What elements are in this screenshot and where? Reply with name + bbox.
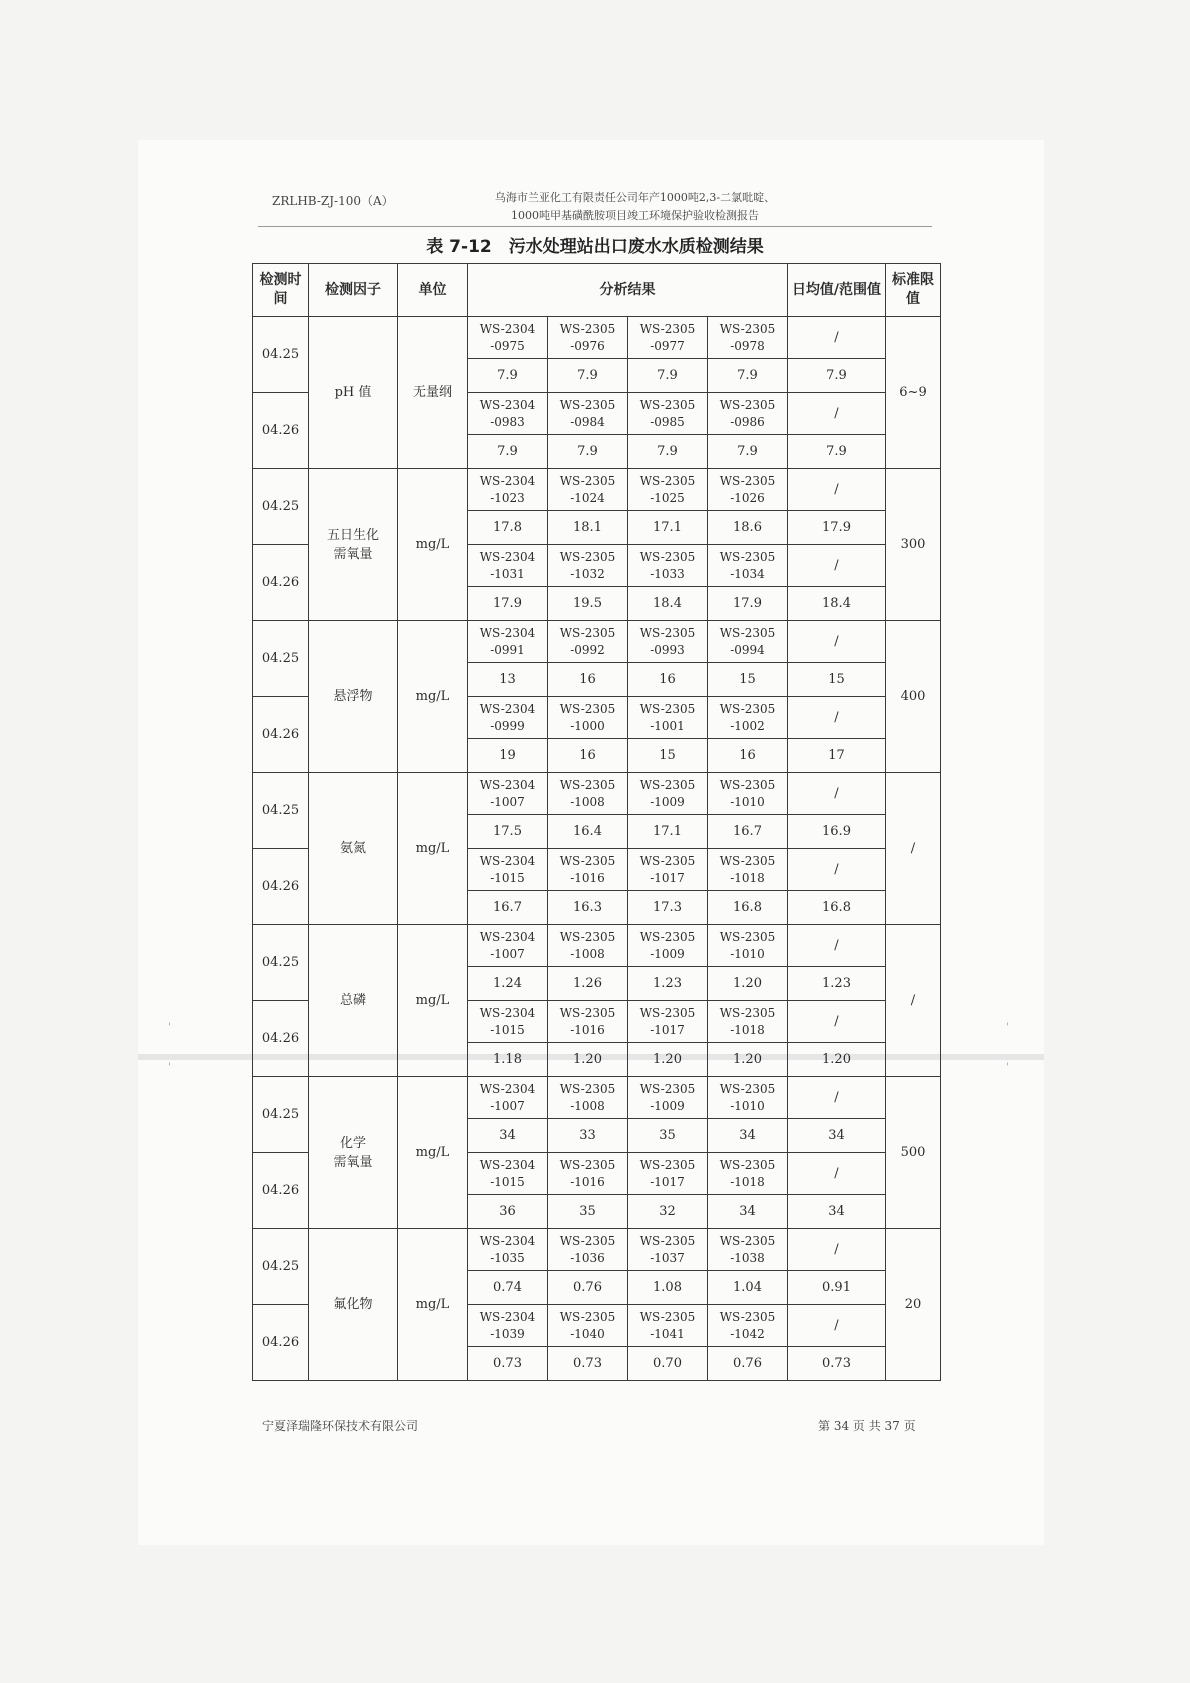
date-cell: 04.25 (253, 317, 309, 393)
value-cell: 17.5 (468, 815, 548, 849)
value-cell: 1.08 (628, 1271, 708, 1305)
table-row (253, 469, 941, 511)
sample-id-cell: WS-2304 -1007 (468, 1077, 548, 1119)
mean-cell: 1.20 (788, 1043, 886, 1077)
report-title-line1: 乌海市兰亚化工有限责任公司年产1000吨2,3-二氯吡啶、 (494, 191, 776, 204)
date-cell: 04.25 (253, 773, 309, 849)
sample-id-cell: WS-2305 -0976 (548, 317, 628, 359)
value-cell: 7.9 (548, 359, 628, 393)
mean-cell: 0.73 (788, 1347, 886, 1381)
footer-company: 宁夏泽瑞隆环保技术有限公司 (262, 1419, 419, 1433)
sample-id-cell: WS-2305 -1034 (708, 545, 788, 587)
value-cell: 0.73 (548, 1347, 628, 1381)
sample-id-cell: WS-2305 -1009 (628, 773, 708, 815)
date-cell: 04.26 (253, 1001, 309, 1077)
value-cell: 17.1 (628, 815, 708, 849)
value-cell: 16.4 (548, 815, 628, 849)
sample-id-cell: WS-2305 -1016 (548, 1153, 628, 1195)
value-cell: 1.04 (708, 1271, 788, 1305)
mean-placeholder-cell: / (788, 925, 886, 967)
limit-cell: / (886, 925, 941, 1077)
sample-id-cell: WS-2305 -1017 (628, 1153, 708, 1195)
value-cell: 17.1 (628, 511, 708, 545)
date-cell: 04.25 (253, 469, 309, 545)
date-cell: 04.26 (253, 1153, 309, 1229)
factor-cell: 化学 需氧量 (309, 1077, 398, 1229)
header-unit: 单位 (398, 264, 468, 317)
limit-cell: 300 (886, 469, 941, 621)
mean-cell: 16.8 (788, 891, 886, 925)
sample-id-cell: WS-2305 -1018 (708, 1153, 788, 1195)
date-cell: 04.26 (253, 697, 309, 773)
limit-cell: 400 (886, 621, 941, 773)
date-cell: 04.26 (253, 1305, 309, 1381)
mean-placeholder-cell: / (788, 1077, 886, 1119)
value-cell: 36 (468, 1195, 548, 1229)
table-caption: 表 7-12 污水处理站出口废水水质检测结果 (426, 237, 764, 257)
sample-id-cell: WS-2305 -0994 (708, 621, 788, 663)
value-cell: 16.3 (548, 891, 628, 925)
value-cell: 32 (628, 1195, 708, 1229)
sample-id-cell: WS-2305 -1032 (548, 545, 628, 587)
factor-cell: 氨氮 (309, 773, 398, 925)
value-cell: 16 (628, 663, 708, 697)
header-row (253, 264, 941, 317)
value-cell: 0.76 (548, 1271, 628, 1305)
mean-placeholder-cell: / (788, 697, 886, 739)
sample-id-cell: WS-2305 -1017 (628, 1001, 708, 1043)
limit-cell: 6~9 (886, 317, 941, 469)
sample-id-cell: WS-2304 -1015 (468, 849, 548, 891)
value-cell: 1.20 (708, 1043, 788, 1077)
unit-cell: mg/L (398, 469, 468, 621)
sample-id-cell: WS-2305 -1038 (708, 1229, 788, 1271)
value-cell: 19 (468, 739, 548, 773)
value-cell: 0.70 (628, 1347, 708, 1381)
table-row (253, 1229, 941, 1271)
value-cell: 7.9 (468, 359, 548, 393)
sample-id-cell: WS-2305 -1041 (628, 1305, 708, 1347)
mean-placeholder-cell: / (788, 773, 886, 815)
mean-cell: 34 (788, 1195, 886, 1229)
sample-id-cell: WS-2304 -1015 (468, 1001, 548, 1043)
sample-id-cell: WS-2305 -1026 (708, 469, 788, 511)
scan-dot: ' (1006, 1022, 1009, 1033)
value-cell: 35 (548, 1195, 628, 1229)
value-cell: 34 (468, 1119, 548, 1153)
unit-cell: 无量纲 (398, 317, 468, 469)
sample-id-cell: WS-2304 -1031 (468, 545, 548, 587)
mean-cell: 17 (788, 739, 886, 773)
header-limit: 标准限值 (886, 264, 941, 317)
header-rule (258, 226, 932, 227)
sample-id-cell: WS-2305 -1002 (708, 697, 788, 739)
value-cell: 1.18 (468, 1043, 548, 1077)
sample-id-cell: WS-2305 -1037 (628, 1229, 708, 1271)
value-cell: 0.76 (708, 1347, 788, 1381)
sample-id-cell: WS-2305 -1033 (628, 545, 708, 587)
factor-cell: 氟化物 (309, 1229, 398, 1381)
value-cell: 17.3 (628, 891, 708, 925)
sample-id-cell: WS-2305 -1008 (548, 1077, 628, 1119)
report-title (445, 189, 825, 225)
value-cell: 7.9 (708, 359, 788, 393)
value-cell: 7.9 (708, 435, 788, 469)
sample-id-cell: WS-2305 -1025 (628, 469, 708, 511)
mean-cell: 1.23 (788, 967, 886, 1001)
sample-id-cell: WS-2305 -0992 (548, 621, 628, 663)
value-cell: 17.9 (468, 587, 548, 621)
value-cell: 18.6 (708, 511, 788, 545)
table-row (253, 925, 941, 967)
sample-id-cell: WS-2305 -0984 (548, 393, 628, 435)
value-cell: 16 (708, 739, 788, 773)
sample-id-cell: WS-2305 -1008 (548, 925, 628, 967)
sample-id-cell: WS-2305 -1009 (628, 1077, 708, 1119)
mean-placeholder-cell: / (788, 469, 886, 511)
value-cell: 0.74 (468, 1271, 548, 1305)
sample-id-cell: WS-2305 -1016 (548, 1001, 628, 1043)
mean-placeholder-cell: / (788, 849, 886, 891)
sample-id-cell: WS-2305 -0977 (628, 317, 708, 359)
date-cell: 04.26 (253, 849, 309, 925)
value-cell: 0.73 (468, 1347, 548, 1381)
mean-placeholder-cell: / (788, 545, 886, 587)
unit-cell: mg/L (398, 925, 468, 1077)
value-cell: 15 (708, 663, 788, 697)
scan-dot: ' (168, 1062, 171, 1073)
document-code: ZRLHB-ZJ-100（A） (272, 194, 394, 208)
value-cell: 16 (548, 663, 628, 697)
sample-id-cell: WS-2305 -1018 (708, 849, 788, 891)
mean-placeholder-cell: / (788, 1229, 886, 1271)
sample-id-cell: WS-2304 -0999 (468, 697, 548, 739)
sample-id-cell: WS-2304 -0991 (468, 621, 548, 663)
value-cell: 17.9 (708, 587, 788, 621)
sample-id-cell: WS-2304 -1035 (468, 1229, 548, 1271)
limit-cell: 500 (886, 1077, 941, 1229)
mean-cell: 18.4 (788, 587, 886, 621)
sample-id-cell: WS-2304 -1015 (468, 1153, 548, 1195)
sample-id-cell: WS-2305 -1009 (628, 925, 708, 967)
date-cell: 04.26 (253, 393, 309, 469)
factor-cell: 悬浮物 (309, 621, 398, 773)
sample-id-cell: WS-2305 -1010 (708, 773, 788, 815)
mean-cell: 34 (788, 1119, 886, 1153)
mean-placeholder-cell: / (788, 621, 886, 663)
mean-cell: 16.9 (788, 815, 886, 849)
sample-id-cell: WS-2304 -1023 (468, 469, 548, 511)
header-results: 分析结果 (468, 264, 788, 317)
header-time: 检测时间 (253, 264, 309, 317)
value-cell: 1.20 (548, 1043, 628, 1077)
mean-placeholder-cell: / (788, 317, 886, 359)
table-row (253, 773, 941, 815)
factor-cell: 五日生化 需氧量 (309, 469, 398, 621)
value-cell: 18.1 (548, 511, 628, 545)
factor-cell: 总磷 (309, 925, 398, 1077)
value-cell: 18.4 (628, 587, 708, 621)
table-row (253, 621, 941, 663)
date-cell: 04.25 (253, 1077, 309, 1153)
unit-cell: mg/L (398, 621, 468, 773)
value-cell: 16.8 (708, 891, 788, 925)
limit-cell: / (886, 773, 941, 925)
value-cell: 17.8 (468, 511, 548, 545)
header-factor: 检测因子 (309, 264, 398, 317)
value-cell: 1.26 (548, 967, 628, 1001)
footer-page-number: 第 34 页 共 37 页 (818, 1419, 916, 1433)
value-cell: 13 (468, 663, 548, 697)
sample-id-cell: WS-2305 -0978 (708, 317, 788, 359)
unit-cell: mg/L (398, 1077, 468, 1229)
mean-placeholder-cell: / (788, 1153, 886, 1195)
sample-id-cell: WS-2305 -1042 (708, 1305, 788, 1347)
value-cell: 34 (708, 1119, 788, 1153)
mean-cell: 17.9 (788, 511, 886, 545)
date-cell: 04.25 (253, 925, 309, 1001)
sample-id-cell: WS-2305 -1040 (548, 1305, 628, 1347)
sample-id-cell: WS-2305 -1017 (628, 849, 708, 891)
table-row (253, 317, 941, 359)
value-cell: 1.24 (468, 967, 548, 1001)
sample-id-cell: WS-2305 -1010 (708, 925, 788, 967)
value-cell: 34 (708, 1195, 788, 1229)
value-cell: 16.7 (708, 815, 788, 849)
sample-id-cell: WS-2304 -1007 (468, 773, 548, 815)
mean-cell: 7.9 (788, 359, 886, 393)
factor-cell: pH 值 (309, 317, 398, 469)
sample-id-cell: WS-2305 -0986 (708, 393, 788, 435)
sample-id-cell: WS-2305 -1010 (708, 1077, 788, 1119)
sample-id-cell: WS-2304 -0983 (468, 393, 548, 435)
date-cell: 04.26 (253, 545, 309, 621)
sample-id-cell: WS-2305 -1018 (708, 1001, 788, 1043)
value-cell: 15 (628, 739, 708, 773)
mean-cell: 0.91 (788, 1271, 886, 1305)
unit-cell: mg/L (398, 1229, 468, 1381)
mean-cell: 15 (788, 663, 886, 697)
value-cell: 16.7 (468, 891, 548, 925)
value-cell: 35 (628, 1119, 708, 1153)
sample-id-cell: WS-2304 -1039 (468, 1305, 548, 1347)
mean-placeholder-cell: / (788, 393, 886, 435)
value-cell: 7.9 (628, 359, 708, 393)
limit-cell: 20 (886, 1229, 941, 1381)
sample-id-cell: WS-2305 -1016 (548, 849, 628, 891)
results-table (252, 263, 941, 1381)
sample-id-cell: WS-2305 -1000 (548, 697, 628, 739)
value-cell: 33 (548, 1119, 628, 1153)
value-cell: 19.5 (548, 587, 628, 621)
unit-cell: mg/L (398, 773, 468, 925)
sample-id-cell: WS-2305 -1024 (548, 469, 628, 511)
value-cell: 1.20 (628, 1043, 708, 1077)
sample-id-cell: WS-2305 -1001 (628, 697, 708, 739)
value-cell: 7.9 (628, 435, 708, 469)
value-cell: 7.9 (548, 435, 628, 469)
value-cell: 1.20 (708, 967, 788, 1001)
date-cell: 04.25 (253, 1229, 309, 1305)
report-title-line2: 1000吨甲基磺酰胺项目竣工环境保护验收检测报告 (511, 209, 759, 222)
sample-id-cell: WS-2305 -1036 (548, 1229, 628, 1271)
sample-id-cell: WS-2305 -0993 (628, 621, 708, 663)
value-cell: 1.23 (628, 967, 708, 1001)
scan-dot: ' (168, 1022, 171, 1033)
sample-id-cell: WS-2304 -1007 (468, 925, 548, 967)
date-cell: 04.25 (253, 621, 309, 697)
mean-placeholder-cell: / (788, 1001, 886, 1043)
value-cell: 16 (548, 739, 628, 773)
mean-placeholder-cell: / (788, 1305, 886, 1347)
sample-id-cell: WS-2305 -1008 (548, 773, 628, 815)
header-mean: 日均值/范围值 (788, 264, 886, 317)
sample-id-cell: WS-2304 -0975 (468, 317, 548, 359)
table-row (253, 1077, 941, 1119)
sample-id-cell: WS-2305 -0985 (628, 393, 708, 435)
mean-cell: 7.9 (788, 435, 886, 469)
value-cell: 7.9 (468, 435, 548, 469)
scan-dot: ' (1006, 1062, 1009, 1073)
